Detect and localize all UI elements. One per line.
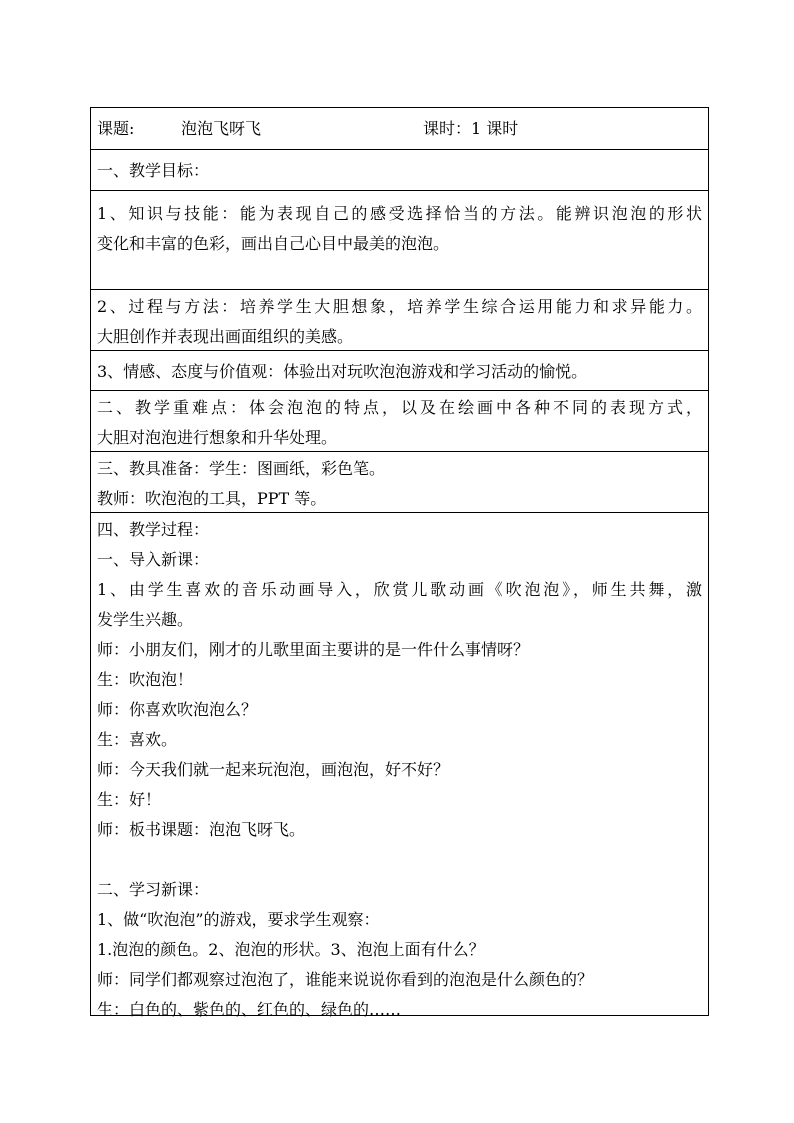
knowledge-row	[91, 191, 708, 290]
part1-intro-line: 1、由学生喜欢的音乐动画导入，欣赏儿歌动画《吹泡泡》，师生共舞，激	[97, 580, 702, 599]
dialogue-line: 1、做“吹泡泡”的游戏，要求学生观察：	[97, 910, 380, 929]
lesson-plan-table	[90, 107, 709, 1019]
dialogue-line: 师：你喜欢吹泡泡么？	[97, 700, 258, 719]
preparation-line: 教师：吹泡泡的工具，PPT 等。	[97, 489, 327, 508]
topic-value: 泡泡飞呀飞	[181, 119, 262, 138]
dialogue-line: 生：吹泡泡！	[97, 670, 194, 689]
preparation-row	[91, 452, 708, 513]
goal-heading-row	[91, 150, 708, 191]
key-points-line: 大胆对泡泡进行想象和升华处理。	[97, 428, 338, 447]
key-points-row	[91, 391, 708, 452]
dialogue-line: 生：喜欢。	[97, 730, 178, 749]
process-line: 大胆创作并表现出画面组织的美感。	[97, 327, 354, 346]
procedure-row	[91, 513, 708, 1019]
topic-label: 课题:	[97, 119, 135, 138]
part1-heading: 一、导入新课：	[97, 550, 210, 569]
dialogue-line: 师：小朋友们，刚才的儿歌里面主要讲的是一件什么事情呀？	[97, 640, 530, 659]
dialogue-line: 师：同学们都观察过泡泡了，谁能来说说你看到的泡泡是什么颜色的？	[97, 970, 594, 989]
process-line: 2、过程与方法：培养学生大胆想象，培养学生综合运用能力和求异能力。	[97, 297, 702, 316]
emotion-row	[91, 351, 708, 391]
dialogue-line: 师：板书课题：泡泡飞呀飞。	[97, 820, 306, 839]
title-row	[91, 108, 708, 150]
key-points-line: 二、教学重难点：体会泡泡的特点，以及在绘画中各种不同的表现方式，	[97, 398, 702, 417]
dialogue-line: 1.泡泡的颜色。2、泡泡的形状。3、泡泡上面有什么？	[97, 940, 485, 959]
knowledge-line: 变化和丰富的色彩，画出自己心目中最美的泡泡。	[97, 234, 450, 253]
emotion-line: 3、情感、态度与价值观：体验出对玩吹泡泡游戏和学习活动的愉悦。	[97, 362, 588, 381]
blank-line	[97, 845, 702, 875]
process-row	[91, 290, 708, 351]
class-hours: 课时：1 课时	[423, 119, 519, 138]
procedure-heading: 四、教学过程：	[97, 520, 210, 539]
part1-intro-line: 发学生兴趣。	[97, 610, 194, 629]
preparation-line: 三、教具准备：学生：图画纸，彩色笔。	[97, 459, 386, 478]
knowledge-line: 1、知识与技能：能为表现自己的感受选择恰当的方法。能辨识泡泡的形状	[97, 204, 702, 223]
part2-heading: 二、学习新课：	[97, 880, 210, 899]
dialogue-line: 师：今天我们就一起来玩泡泡，画泡泡，好不好？	[97, 760, 450, 779]
dialogue-line: 生：白色的、紫色的、红色的、绿色的……	[97, 1000, 402, 1019]
goal-heading: 一、教学目标：	[97, 161, 210, 180]
dialogue-line: 生：好！	[97, 790, 162, 809]
